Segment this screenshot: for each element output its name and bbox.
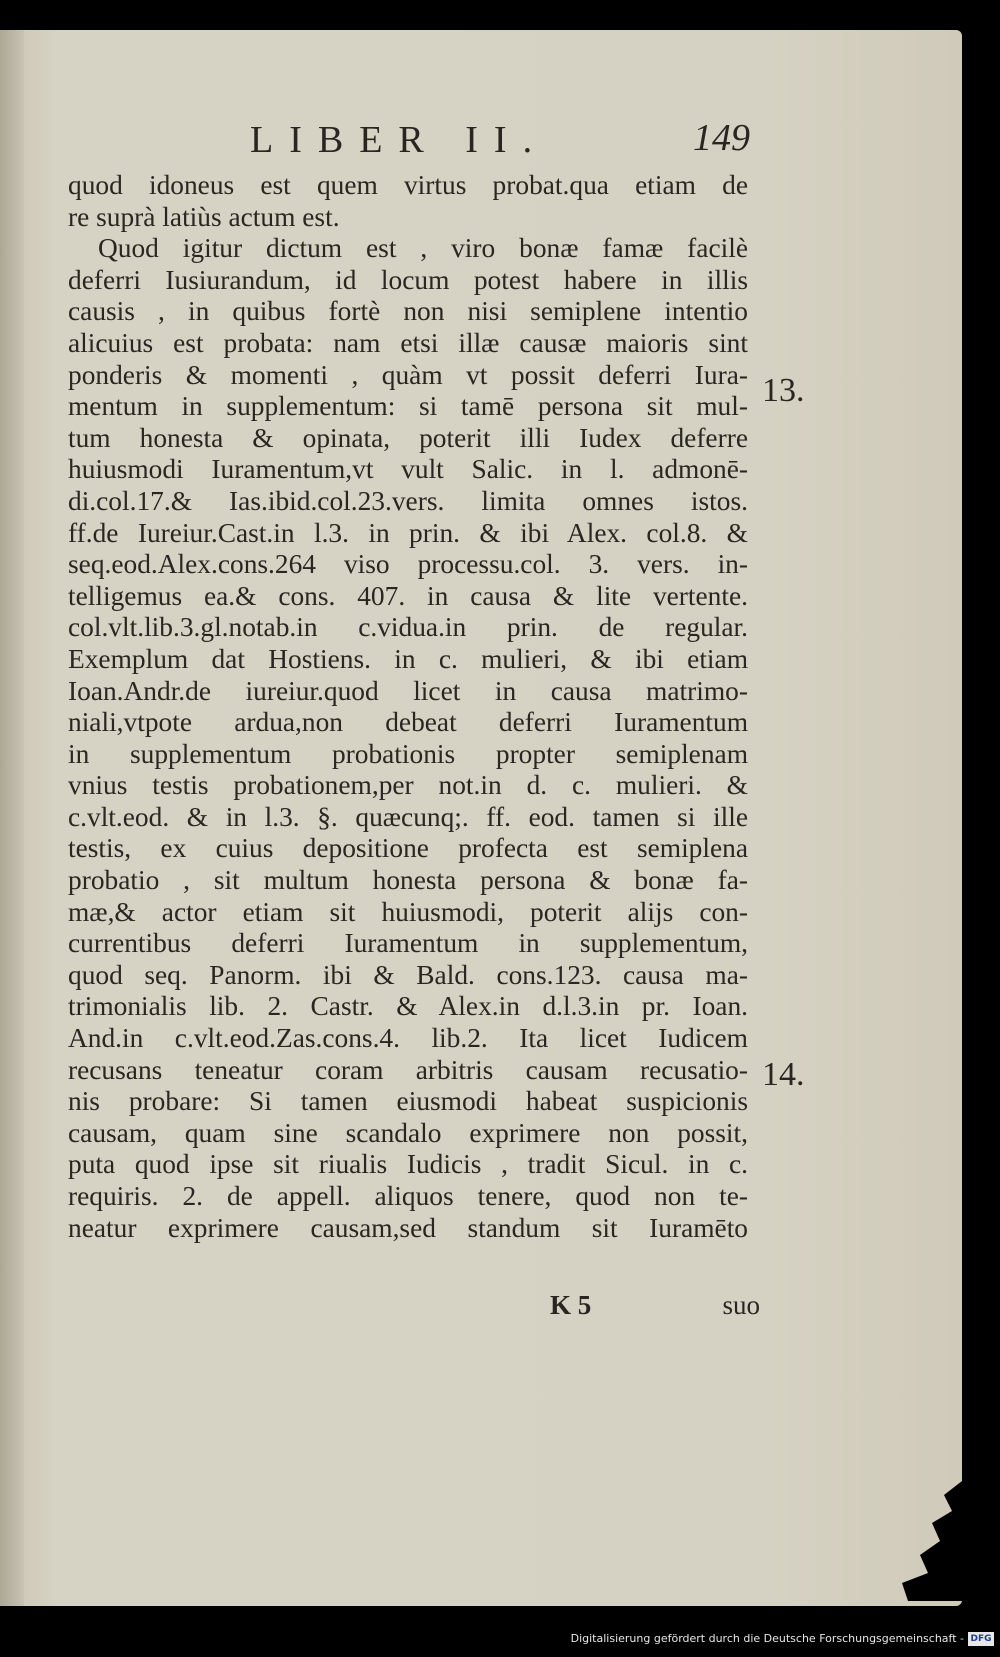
text-line: tum honesta & opinata, poterit illi Iudex deferre [68, 422, 748, 453]
page-header [250, 118, 750, 162]
text-line: testis, ex cuius depositione profecta est semiplena [68, 833, 748, 864]
text-line: causam, quam sine scandalo exprimere non possit, [68, 1117, 748, 1148]
body-text [68, 170, 748, 1244]
catchline [550, 1290, 760, 1326]
text-line: requiris. 2. de appell. aliquos tenere, quod non te- [68, 1181, 748, 1211]
text-line: di.col.17.& Ias.ibid.col.23.vers. limita omnes istos. [68, 485, 748, 516]
text-line: quod idoneus est quem virtus probat.qua etiam de [68, 170, 748, 200]
footer-bar [0, 1617, 1000, 1657]
text-line: re suprà latiùs actum est. [68, 201, 340, 232]
text-line: Exemplum dat Hostiens. in c. mulieri, & ibi etiam [68, 643, 748, 674]
text-line: huiusmodi Iuramentum,vt vult Salic. in l. admonē- [68, 454, 748, 485]
text-line: vnius testis probationem,per not.in d. c. mulieri. & [68, 770, 748, 801]
text-line: deferri Iusiurandum, id locum potest habere in illis [68, 264, 748, 295]
text-line: c.vlt.eod. & in l.3. §. quæcunq;. ff. eod. tamen si ille [68, 801, 748, 832]
text-line: telligemus ea.& cons. 407. in causa & lite vertente. [68, 580, 748, 611]
text-line: neatur exprimere causam,sed standum sit Iuramēto [68, 1212, 748, 1243]
text-line: mentum in supplementum: si tamē persona sit mul- [68, 391, 748, 422]
text-line: in supplementum probationis propter semiplenam [68, 738, 748, 769]
catchword: suo [722, 1290, 760, 1320]
text-line: col.vlt.lib.3.gl.notab.in c.vidua.in prin. de regular. [68, 612, 748, 643]
text-line: alicuius est probata: nam etsi illæ causæ maioris sint [68, 327, 748, 358]
text-line: trimonialis lib. 2. Castr. & Alex.in d.l.3.in pr. Ioan. [68, 991, 748, 1022]
text-line: recusans teneatur coram arbitris causam recusatio- [68, 1054, 748, 1085]
text-line: mæ,& actor etiam sit huiusmodi, poterit alijs con- [68, 896, 748, 927]
torn-corner-damage [882, 1481, 962, 1601]
text-line: Quod igitur dictum est , viro bonæ famæ facilè [98, 233, 748, 264]
digitization-credit: Digitalisierung gefördert durch die Deutsche Forschungsgemeinschaft - [570, 1632, 964, 1645]
text-line: ff.de Iureiur.Cast.in l.3. in prin. & ibi Alex. col.8. & [68, 517, 748, 548]
page-number: 149 [693, 117, 750, 159]
text-line: ponderis & momenti , quàm vt possit deferri Iura- [68, 359, 748, 390]
text-line: And.in c.vlt.eod.Zas.cons.4. lib.2. Ita licet Iudicem [68, 1023, 748, 1054]
signature-mark: K 5 [550, 1290, 592, 1320]
text-line: quod seq. Panorm. ibi & Bald. cons.123. causa ma- [68, 959, 748, 990]
text-line: niali,vtpote ardua,non debeat deferri Iuramentum [68, 707, 748, 738]
text-line: puta quod ipse sit riualis Iudicis , tradit Sicul. in c. [68, 1149, 748, 1180]
dfg-logo-icon: DFG [968, 1632, 994, 1646]
text-line: seq.eod.Alex.cons.264 viso processu.col. 3. vers. in- [68, 549, 748, 580]
page-gutter-shadow [0, 30, 24, 1606]
text-line: Ioan.Andr.de iureiur.quod licet in causa matrimo- [68, 675, 748, 706]
text-line: probatio , sit multum honesta persona & bonæ fa- [68, 865, 748, 896]
margin-note-13: 13. [762, 372, 805, 409]
text-line: currentibus deferri Iuramentum in supplementum, [68, 928, 748, 959]
text-line: causis , in quibus fortè non nisi semiplene intentio [68, 296, 748, 327]
text-line: nis probare: Si tamen eiusmodi habeat suspicionis [68, 1086, 748, 1117]
margin-note-14: 14. [762, 1056, 805, 1093]
running-head: LIBER II. [250, 119, 549, 161]
